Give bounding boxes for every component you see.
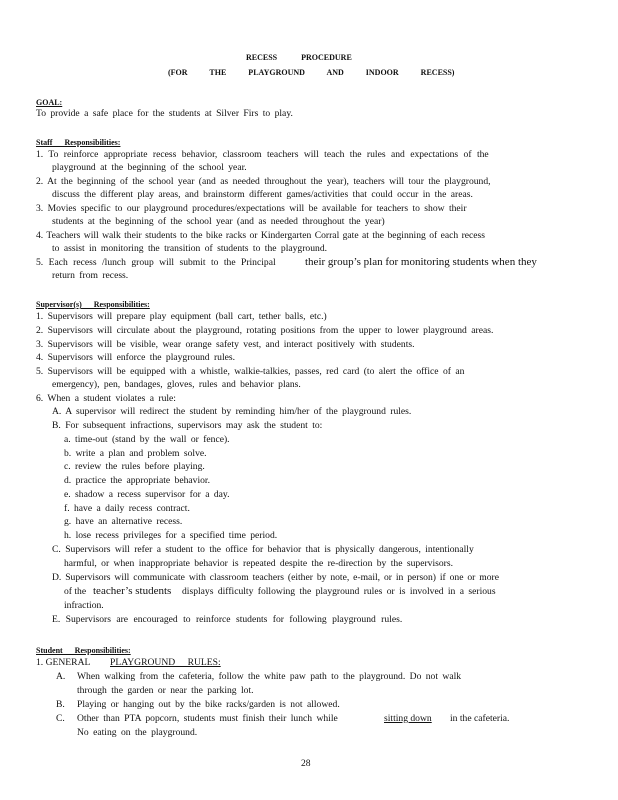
student-line: Playing or hanging out by the bike racks/garden is not allowed. [77,699,340,710]
supervisor-line: e. shadow a recess supervisor for a day. [64,489,230,500]
staff-line-tail: their group’s plan for monitoring students when they [305,256,537,268]
supervisor-line: 4. Supervisors will enforce the playground rules. [36,352,236,363]
student-line: in the cafeteria. [450,713,510,724]
supervisor-line: E. Supervisors are encouraged to reinforce students for following playground rules. [52,614,403,625]
student-heading: Student Responsibilities: [36,646,131,655]
supervisor-line: b. write a plan and problem solve. [64,448,207,459]
student-general-rules: PLAYGROUND RULES: [110,657,221,668]
supervisor-line: g. have an alternative recess. [64,516,183,527]
document-title-line1: RECESS PROCEDURE [246,53,352,62]
supervisor-line: f. have a daily recess contract. [64,503,190,514]
document-title-line2: (FOR THE PLAYGROUND AND INDOOR RECESS) [168,68,455,77]
staff-line: 5. Each recess /lunch group will submit to the Principal [36,257,276,268]
supervisor-line: harmful, or when inappropriate behavior is repeated despite the re-direction by the supervisors. [64,558,453,569]
supervisor-line: B. For subsequent infractions, supervisors may ask the student to: [52,420,323,431]
supervisor-line: 3. Supervisors will be visible, wear orange safety vest, and interact positively with students. [36,339,415,350]
staff-line: playground at the beginning of the school year. [52,162,247,173]
supervisor-line: 2. Supervisors will circulate about the playground, rotating positions from the upper to lower playground areas. [36,325,494,336]
supervisor-line: 5. Supervisors will be equipped with a whistle, walkie-talkies, passes, red card (to alert the office of an [36,366,465,377]
staff-line: 3. Movies specific to our playground procedures/expectations will be available for teachers to show their [36,203,467,214]
supervisor-line: c. review the rules before playing. [64,461,205,472]
staff-line: return from recess. [52,270,129,281]
supervisor-heading: Supervisor(s) Responsibilities: [36,300,150,309]
student-item-letter: C. [56,713,65,724]
staff-line: to assist in monitoring the transition of students to the playground. [52,243,328,254]
goal-text: To provide a safe place for the students at Silver Firs to play. [36,108,293,119]
staff-line: 1. To reinforce appropriate recess behavior, classroom teachers will teach the rules and expectations of the [36,149,489,160]
supervisor-line: displays difficulty following the playground rules or is involved in a serious [182,586,496,597]
supervisor-line: 1. Supervisors will prepare play equipment (ball cart, tether balls, etc.) [36,311,327,322]
staff-line: 2. At the beginning of the school year (and as needed throughout the year), teachers will tour the playground, [36,176,491,187]
supervisor-line: D. Supervisors will communicate with classroom teachers (either by note, e-mail, or in person) if one or more [52,572,499,583]
student-item-letter: A. [56,671,66,682]
supervisor-line: a. time-out (stand by the wall or fence). [64,434,230,445]
student-line: No eating on the playground. [77,727,198,738]
staff-line: students at the beginning of the school year (and as needed throughout the year) [52,216,385,227]
supervisor-line: infraction. [64,600,104,611]
student-line: through the garden or near the parking lot. [77,685,254,696]
page-number: 28 [301,758,311,769]
supervisor-line: C. Supervisors will refer a student to the office for behavior that is physically dangerous, intentionally [52,544,474,555]
student-general-number: 1. GENERAL [36,657,91,668]
supervisor-line: 6. When a student violates a rule: [36,393,176,404]
supervisor-line: A. A supervisor will redirect the student by reminding him/her of the playground rules. [52,406,412,417]
supervisor-line: of the [64,586,87,597]
staff-line: discuss the different play areas, and brainstorm different games/activities that could occur in the areas. [52,189,473,200]
supervisor-line: h. lose recess privileges for a specified time period. [64,530,278,541]
staff-heading: Staff Responsibilities: [36,138,121,147]
student-line: When walking from the cafeteria, follow the white paw path to the playground. Do not walk [77,671,462,682]
student-line: Other than PTA popcorn, students must finish their lunch while [77,713,338,724]
supervisor-line-big: teacher’s students [93,585,172,597]
goal-heading: GOAL: [36,98,63,107]
staff-line: 4. Teachers will walk their students to the bike racks or Kindergarten Corral gate at the beginning of each recess [36,230,486,241]
supervisor-line: d. practice the appropriate behavior. [64,475,210,486]
student-line-underlined: sitting down [384,713,432,724]
supervisor-line: emergency), pen, bandages, gloves, rules and behavior plans. [52,379,301,390]
student-item-letter: B. [56,699,65,710]
